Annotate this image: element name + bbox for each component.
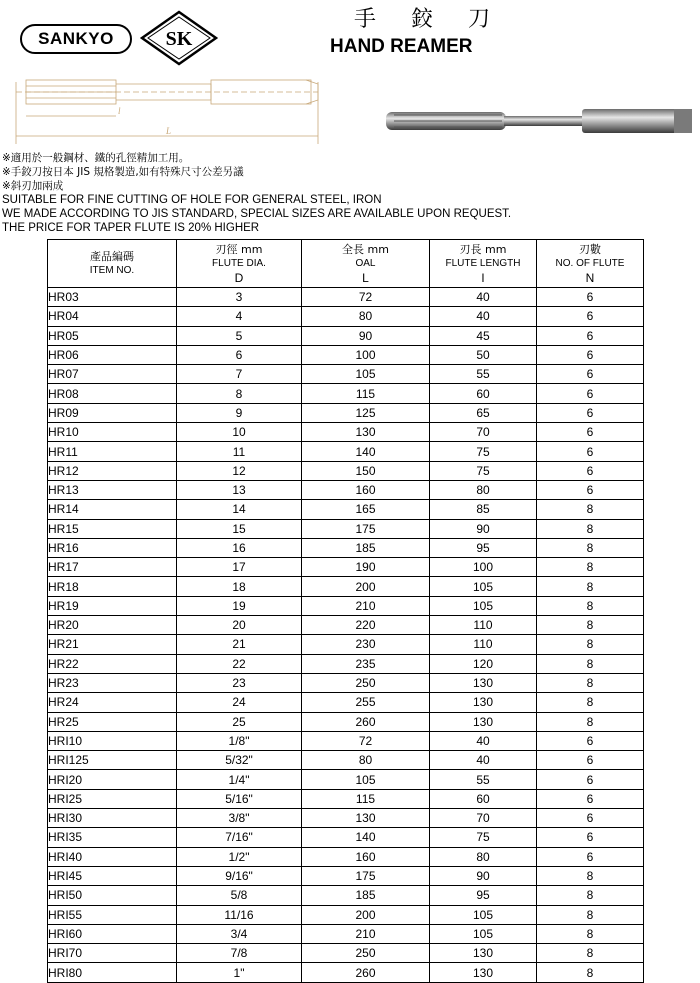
cell-item-no: HR17 [48, 558, 177, 577]
table-row [48, 365, 644, 384]
cell-flute-length: 100 [430, 558, 537, 577]
cell-no-of-flute: 8 [537, 635, 644, 654]
cell-oal: 260 [302, 712, 430, 731]
cell-oal: 165 [302, 500, 430, 519]
cell-oal: 115 [302, 384, 430, 403]
cell-item-no: HRI70 [48, 944, 177, 963]
cell-flute-dia: 16 [177, 538, 302, 557]
cell-flute-dia: 18 [177, 577, 302, 596]
cell-item-no: HR09 [48, 403, 177, 422]
cell-no-of-flute: 6 [537, 384, 644, 403]
cell-item-no: HRI10 [48, 731, 177, 750]
cell-flute-dia: 10 [177, 423, 302, 442]
notes [2, 151, 511, 235]
cell-item-no: HR05 [48, 326, 177, 345]
cell-no-of-flute: 8 [537, 519, 644, 538]
cell-flute-dia: 19 [177, 596, 302, 615]
brand-name: SANKYO [38, 29, 114, 48]
table-row [48, 500, 644, 519]
table-row [48, 847, 644, 866]
cell-flute-length: 90 [430, 866, 537, 885]
cell-oal: 175 [302, 866, 430, 885]
cell-flute-length: 40 [430, 751, 537, 770]
cell-flute-length: 105 [430, 596, 537, 615]
table-row [48, 963, 644, 982]
cell-flute-length: 110 [430, 616, 537, 635]
note-en-2: WE MADE ACCORDING TO JIS STANDARD, SPECIAL SIZES ARE AVAILABLE UPON REQUEST. [2, 208, 512, 220]
cell-flute-dia: 5/8 [177, 886, 302, 905]
cell-item-no: HRI125 [48, 751, 177, 770]
cell-flute-length: 60 [430, 384, 537, 403]
cell-flute-length: 75 [430, 828, 537, 847]
cell-no-of-flute: 6 [537, 828, 644, 847]
cell-no-of-flute: 6 [537, 789, 644, 808]
cell-no-of-flute: 6 [537, 365, 644, 384]
cell-no-of-flute: 6 [537, 326, 644, 345]
table-row [48, 866, 644, 885]
cell-flute-dia: 7/8 [177, 944, 302, 963]
cell-no-of-flute: 6 [537, 809, 644, 828]
cell-flute-dia: 17 [177, 558, 302, 577]
cell-item-no: HR25 [48, 712, 177, 731]
cell-flute-dia: 24 [177, 693, 302, 712]
table-row [48, 789, 644, 808]
note-en-1: SUITABLE FOR FINE CUTTING OF HOLE FOR GENERAL STEEL, IRON [2, 194, 382, 206]
cell-no-of-flute: 8 [537, 673, 644, 692]
cell-flute-length: 105 [430, 577, 537, 596]
brand-mark: SK [165, 28, 193, 50]
table-row [48, 519, 644, 538]
cell-flute-dia: 5/16" [177, 789, 302, 808]
cell-oal: 130 [302, 423, 430, 442]
cell-flute-dia: 5/32" [177, 751, 302, 770]
cell-flute-length: 85 [430, 500, 537, 519]
cell-no-of-flute: 6 [537, 403, 644, 422]
cell-item-no: HRI50 [48, 886, 177, 905]
cell-item-no: HRI35 [48, 828, 177, 847]
cell-no-of-flute: 6 [537, 345, 644, 364]
cell-item-no: HRI25 [48, 789, 177, 808]
cell-no-of-flute: 8 [537, 558, 644, 577]
cell-item-no: HRI80 [48, 963, 177, 982]
cell-no-of-flute: 8 [537, 905, 644, 924]
cell-item-no: HR08 [48, 384, 177, 403]
cell-item-no: HR13 [48, 480, 177, 499]
table-body [48, 288, 644, 983]
table-row [48, 558, 644, 577]
cell-item-no: HR11 [48, 442, 177, 461]
table-row [48, 924, 644, 943]
sankyo-logo [20, 24, 132, 54]
cell-no-of-flute: 6 [537, 288, 644, 307]
note-en-3: THE PRICE FOR TAPER FLUTE IS 20% HIGHER [2, 222, 260, 234]
cell-no-of-flute: 8 [537, 577, 644, 596]
cell-item-no: HRI20 [48, 770, 177, 789]
cell-no-of-flute: 8 [537, 654, 644, 673]
table-row [48, 731, 644, 750]
cell-flute-length: 90 [430, 519, 537, 538]
cell-oal: 250 [302, 673, 430, 692]
cell-oal: 250 [302, 944, 430, 963]
cell-oal: 72 [302, 288, 430, 307]
table-row [48, 538, 644, 557]
cell-no-of-flute: 6 [537, 307, 644, 326]
cell-item-no: HR04 [48, 307, 177, 326]
table-row [48, 616, 644, 635]
cell-oal: 230 [302, 635, 430, 654]
note-zh-1: ※適用於一般鋼材、鐵的孔徑精加工用。 [2, 152, 190, 164]
spec-table [47, 239, 644, 983]
cell-no-of-flute: 6 [537, 770, 644, 789]
cell-oal: 255 [302, 693, 430, 712]
cell-flute-dia: 23 [177, 673, 302, 692]
cell-flute-dia: 9/16" [177, 866, 302, 885]
table-row [48, 403, 644, 422]
cell-no-of-flute: 6 [537, 751, 644, 770]
table-row [48, 751, 644, 770]
cell-oal: 90 [302, 326, 430, 345]
cell-flute-length: 50 [430, 345, 537, 364]
cell-no-of-flute: 8 [537, 886, 644, 905]
cell-oal: 185 [302, 538, 430, 557]
table-row [48, 654, 644, 673]
table-row [48, 693, 644, 712]
cell-flute-dia: 20 [177, 616, 302, 635]
cell-flute-length: 130 [430, 712, 537, 731]
cell-flute-dia: 7 [177, 365, 302, 384]
table-row [48, 905, 644, 924]
table-row [48, 635, 644, 654]
cell-item-no: HR23 [48, 673, 177, 692]
cell-oal: 200 [302, 905, 430, 924]
table-row [48, 384, 644, 403]
cell-flute-dia: 11 [177, 442, 302, 461]
cell-oal: 220 [302, 616, 430, 635]
cell-item-no: HR16 [48, 538, 177, 557]
cell-no-of-flute: 8 [537, 693, 644, 712]
cell-oal: 200 [302, 577, 430, 596]
cell-no-of-flute: 8 [537, 712, 644, 731]
cell-item-no: HR07 [48, 365, 177, 384]
cell-flute-dia: 13 [177, 480, 302, 499]
cell-flute-dia: 6 [177, 345, 302, 364]
cell-oal: 80 [302, 307, 430, 326]
cell-oal: 130 [302, 809, 430, 828]
cell-item-no: HRI40 [48, 847, 177, 866]
reamer-drawing [6, 68, 326, 150]
table-row [48, 809, 644, 828]
cell-flute-length: 40 [430, 288, 537, 307]
cell-flute-dia: 7/16" [177, 828, 302, 847]
cell-flute-dia: 11/16 [177, 905, 302, 924]
header-flute-length: 刃長 mm FLUTE LENGTH l [430, 240, 537, 288]
cell-oal: 80 [302, 751, 430, 770]
header-oal: 全長 mm OAL L [302, 240, 430, 288]
cell-item-no: HRI55 [48, 905, 177, 924]
cell-flute-length: 75 [430, 461, 537, 480]
title-english: HAND REAMER [330, 36, 473, 57]
cell-oal: 260 [302, 963, 430, 982]
cell-flute-length: 130 [430, 673, 537, 692]
cell-flute-length: 40 [430, 307, 537, 326]
note-zh-3: ※斜刃加兩成 [2, 180, 64, 192]
cell-oal: 160 [302, 847, 430, 866]
cell-oal: 140 [302, 828, 430, 847]
cell-flute-dia: 9 [177, 403, 302, 422]
cell-oal: 105 [302, 770, 430, 789]
cell-no-of-flute: 8 [537, 500, 644, 519]
table-row [48, 307, 644, 326]
cell-flute-dia: 4 [177, 307, 302, 326]
cell-flute-length: 95 [430, 886, 537, 905]
header-item-no: 產品編碼 ITEM NO. [48, 240, 177, 288]
cell-oal: 150 [302, 461, 430, 480]
cell-item-no: HR12 [48, 461, 177, 480]
cell-flute-length: 55 [430, 770, 537, 789]
cell-oal: 105 [302, 365, 430, 384]
cell-item-no: HR10 [48, 423, 177, 442]
cell-oal: 210 [302, 596, 430, 615]
drawing-label-overall: L [166, 126, 172, 136]
cell-flute-length: 80 [430, 480, 537, 499]
cell-oal: 100 [302, 345, 430, 364]
cell-item-no: HR21 [48, 635, 177, 654]
cell-flute-length: 105 [430, 924, 537, 943]
cell-item-no: HRI30 [48, 809, 177, 828]
cell-no-of-flute: 8 [537, 538, 644, 557]
cell-oal: 72 [302, 731, 430, 750]
cell-oal: 190 [302, 558, 430, 577]
cell-item-no: HRI60 [48, 924, 177, 943]
cell-flute-length: 95 [430, 538, 537, 557]
cell-flute-length: 55 [430, 365, 537, 384]
cell-flute-length: 130 [430, 944, 537, 963]
table-row [48, 944, 644, 963]
table-row [48, 673, 644, 692]
cell-flute-length: 110 [430, 635, 537, 654]
cell-flute-length: 105 [430, 905, 537, 924]
cell-no-of-flute: 6 [537, 442, 644, 461]
cell-flute-length: 40 [430, 731, 537, 750]
cell-no-of-flute: 6 [537, 423, 644, 442]
cell-flute-length: 45 [430, 326, 537, 345]
cell-flute-dia: 25 [177, 712, 302, 731]
cell-oal: 115 [302, 789, 430, 808]
header-row [48, 240, 644, 288]
table-row [48, 423, 644, 442]
table-row [48, 828, 644, 847]
table-row [48, 886, 644, 905]
table-row [48, 770, 644, 789]
cell-flute-dia: 1/8" [177, 731, 302, 750]
cell-item-no: HR06 [48, 345, 177, 364]
table-row [48, 480, 644, 499]
cell-item-no: HR18 [48, 577, 177, 596]
cell-no-of-flute: 8 [537, 924, 644, 943]
cell-flute-dia: 3/8" [177, 809, 302, 828]
table-row [48, 577, 644, 596]
cell-item-no: HR20 [48, 616, 177, 635]
cell-flute-dia: 1/4" [177, 770, 302, 789]
cell-item-no: HR14 [48, 500, 177, 519]
header-no-of-flute: 刃數 NO. OF FLUTE N [537, 240, 644, 288]
cell-flute-length: 120 [430, 654, 537, 673]
cell-flute-dia: 21 [177, 635, 302, 654]
cell-flute-dia: 5 [177, 326, 302, 345]
cell-item-no: HR03 [48, 288, 177, 307]
cell-oal: 160 [302, 480, 430, 499]
cell-oal: 125 [302, 403, 430, 422]
cell-item-no: HR15 [48, 519, 177, 538]
table-row [48, 326, 644, 345]
cell-flute-dia: 14 [177, 500, 302, 519]
cell-no-of-flute: 6 [537, 847, 644, 866]
cell-flute-length: 130 [430, 963, 537, 982]
title-chinese: 手 鉸 刀 [354, 7, 504, 32]
drawing-label-flute: l [118, 106, 121, 116]
cell-flute-dia: 12 [177, 461, 302, 480]
cell-oal: 210 [302, 924, 430, 943]
cell-oal: 235 [302, 654, 430, 673]
note-zh-2: ※手鉸刀按日本 JIS 規格製造,如有特殊尺寸公差另議 [2, 166, 244, 178]
cell-no-of-flute: 8 [537, 944, 644, 963]
table-row [48, 712, 644, 731]
table-row [48, 461, 644, 480]
cell-flute-dia: 1" [177, 963, 302, 982]
cell-oal: 185 [302, 886, 430, 905]
cell-flute-dia: 3/4 [177, 924, 302, 943]
cell-flute-length: 80 [430, 847, 537, 866]
cell-flute-length: 70 [430, 809, 537, 828]
table-row [48, 288, 644, 307]
cell-no-of-flute: 6 [537, 480, 644, 499]
header-flute-dia: 刃徑 mm FLUTE DIA. D [177, 240, 302, 288]
cell-item-no: HR24 [48, 693, 177, 712]
cell-flute-dia: 22 [177, 654, 302, 673]
cell-flute-dia: 3 [177, 288, 302, 307]
cell-no-of-flute: 8 [537, 866, 644, 885]
cell-no-of-flute: 6 [537, 731, 644, 750]
cell-no-of-flute: 6 [537, 461, 644, 480]
cell-flute-dia: 1/2" [177, 847, 302, 866]
cell-no-of-flute: 8 [537, 616, 644, 635]
table-row [48, 442, 644, 461]
cell-flute-dia: 15 [177, 519, 302, 538]
cell-no-of-flute: 8 [537, 963, 644, 982]
sk-diamond-logo [140, 10, 218, 66]
cell-oal: 140 [302, 442, 430, 461]
cell-flute-length: 70 [430, 423, 537, 442]
cell-flute-dia: 8 [177, 384, 302, 403]
table-row [48, 596, 644, 615]
cell-item-no: HR22 [48, 654, 177, 673]
cell-no-of-flute: 8 [537, 596, 644, 615]
cell-oal: 175 [302, 519, 430, 538]
reamer-photo [384, 104, 696, 138]
table-row [48, 345, 644, 364]
cell-flute-length: 65 [430, 403, 537, 422]
cell-item-no: HRI45 [48, 866, 177, 885]
cell-flute-length: 130 [430, 693, 537, 712]
cell-item-no: HR19 [48, 596, 177, 615]
cell-flute-length: 60 [430, 789, 537, 808]
cell-flute-length: 75 [430, 442, 537, 461]
